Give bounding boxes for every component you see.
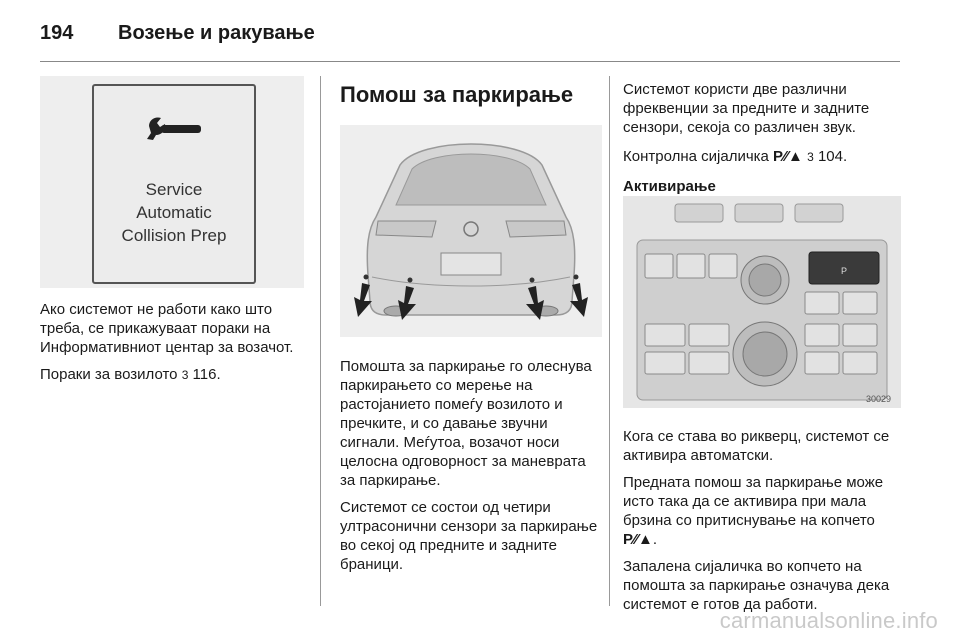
column-1-text — [40, 300, 302, 393]
control-panel-illustration — [623, 196, 901, 408]
col3-paragraph-1: Системот користи две различни фреквенции за предните и задните сензори, секоја со различен звук. — [623, 81, 870, 136]
display-line-3: Collision Prep — [121, 226, 227, 245]
col1-para2-text: Пораки за возилото — [40, 366, 178, 383]
ref-arrow-icon: 3 — [181, 368, 189, 382]
col1-paragraph-2 — [40, 365, 302, 385]
display-frame — [92, 84, 256, 284]
service-display-figure — [40, 76, 304, 288]
header-rule — [40, 61, 900, 62]
col3-paragraph-2 — [623, 147, 903, 167]
column-3-text-bottom — [623, 427, 903, 622]
col3-para4-end: . — [652, 531, 658, 548]
display-line-1: Service — [145, 180, 203, 199]
col3-para4-text: Предната помош за паркирање може исто така да се активира при мала брзина со притиснување на копчето — [623, 474, 884, 529]
wrench-icon — [143, 112, 205, 152]
display-line-2: Automatic — [136, 203, 212, 222]
col2-paragraph-2: Системот се состои од четири ултрасонични сензори за паркирање во секој од предните и задните браници. — [340, 499, 598, 573]
col2-paragraph-1: Помошта за паркирање го олеснува паркирањето со мерење на растојанието помеѓу возилото и пречките, и со давање звучни сигнали. Меѓутоа, возачот носи целосна одговорност за маневрата за паркирање. — [340, 358, 592, 489]
parking-assist-symbol-icon: P⁄⁄▲ — [623, 531, 653, 548]
section-title: Помош за паркирање — [340, 82, 574, 107]
col3-paragraph-4 — [623, 473, 903, 549]
figure-number: 30029 — [865, 394, 891, 404]
car-rear-sensors-figure — [340, 125, 602, 337]
parking-assist-symbol-icon: P⁄⁄▲ — [773, 148, 803, 165]
col3-paragraph-5: Запалена сијаличка во копчето на помошта за паркирање означува дека системот е готов да работи. — [623, 558, 890, 613]
display-message — [94, 178, 254, 247]
col3-paragraph-3: Кога се става во рикверц, системот се активира автоматски. — [623, 428, 890, 464]
column-2-text — [340, 357, 604, 582]
column-divider-1 — [320, 76, 321, 606]
col1-paragraph-1: Ако системот не работи како што треба, се прикажуваат пораки на Информативниот центар за возачот. — [40, 301, 294, 356]
ref-arrow-icon: 3 — [807, 150, 814, 164]
col3-para2-ref: 104. — [817, 148, 848, 165]
col3-para2-text: Контролна сијаличка — [623, 148, 769, 165]
car-rear-illustration — [340, 125, 602, 337]
page-number: 194 — [40, 22, 74, 44]
col3-subhead: Активирање — [623, 178, 716, 195]
svg-text:P: P — [840, 266, 848, 276]
watermark: carmanualsonline.info — [719, 608, 938, 633]
column-3-text-top — [623, 80, 903, 204]
header-title: Возење и ракување — [118, 22, 315, 44]
col1-para2-ref: 116. — [192, 366, 221, 383]
control-panel-figure — [623, 196, 901, 408]
column-divider-2 — [609, 76, 610, 606]
